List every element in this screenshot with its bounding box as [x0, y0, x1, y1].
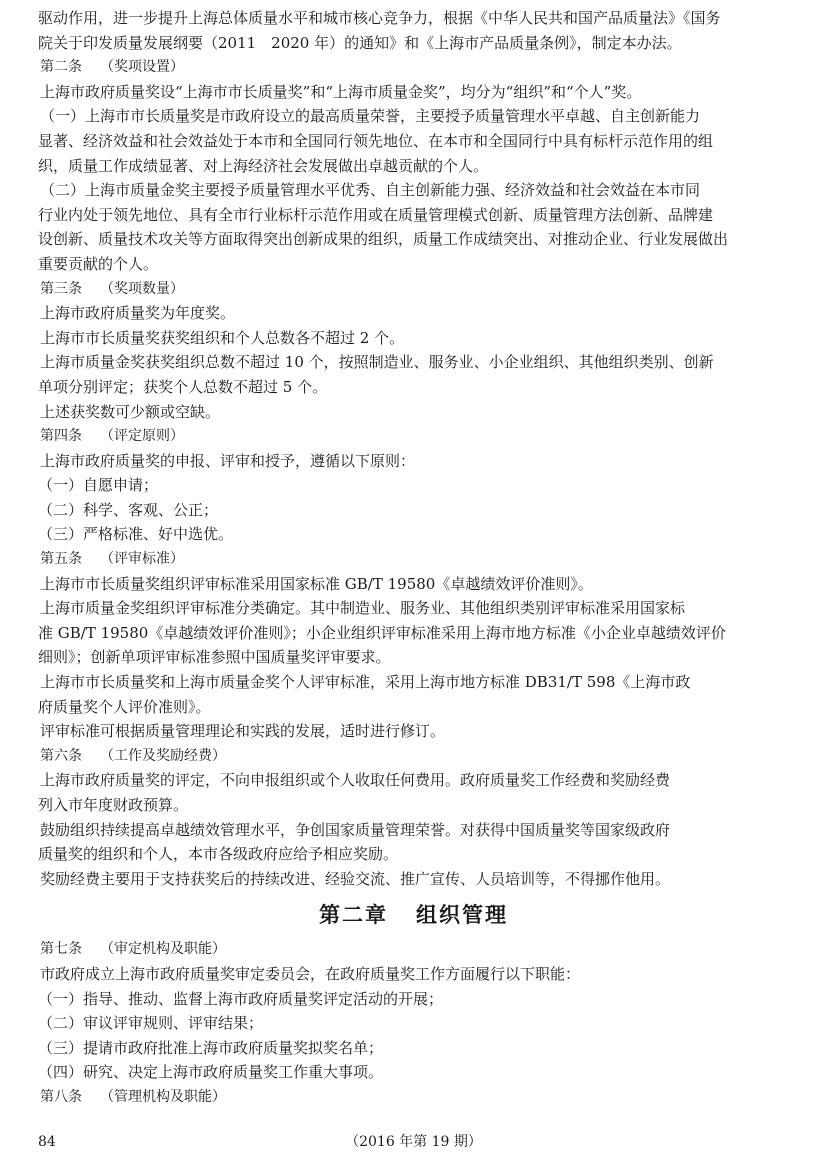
text-line: 院关于印发质量发展纲要（2011 2020 年）的通知》和《上海市产品质量条例》，制定本办法。: [38, 33, 682, 52]
issue-label: （2016 年第 19 期）: [345, 1134, 482, 1150]
article-heading: [0, 55, 827, 80]
article-heading: [0, 1085, 827, 1110]
text-line: 单项分别评定；获奖个人总数不超过 5 个。: [38, 377, 328, 396]
text-line: （二）科学、客观、公正；: [38, 500, 219, 519]
text-line: （三）严格标准、好中选优。: [38, 525, 234, 544]
article-heading: [0, 547, 827, 572]
article-label: 第三条: [40, 280, 82, 297]
article-2: [0, 55, 827, 276]
text-line: （一）指导、推动、监督上海市政府质量奖评定活动的开展；: [38, 989, 444, 1008]
text-line: 重要贡献的个人。: [38, 254, 159, 273]
chapter-number: 第二章: [319, 903, 388, 928]
article-8: [0, 1085, 827, 1110]
article-title: （工作及奖励经费）: [100, 747, 226, 764]
text-line: （四）研究、决定上海市政府质量奖工作重大事项。: [38, 1063, 384, 1082]
chapter-title: 组织管理: [416, 903, 508, 928]
article-label: 第四条: [40, 428, 82, 445]
text-line: （二）上海市质量金奖主要授予质量管理水平优秀、自主创新能力强、经济效益和社会效益在本市同: [40, 181, 701, 200]
text-line: 准 GB/T 19580《卓越绩效评价准则》；小企业组织评审标准采用上海市地方标准《小企业卓越绩效评价: [38, 623, 726, 642]
text-line: （一）上海市市长质量奖是市政府设立的最高质量荣誉，主要授予质量管理水平卓越、自主创新能力: [40, 107, 701, 126]
text-line: （一）自愿申请；: [38, 476, 159, 495]
text-line: 织，质量工作成绩显著、对上海经济社会发展做出卓越贡献的个人。: [38, 156, 489, 175]
page-footer: [0, 1130, 827, 1154]
text-line: 府质量奖个人评价准则》。: [38, 697, 211, 716]
text-line: 市政府成立上海市政府质量奖审定委员会，在政府质量奖工作方面履行以下职能：: [40, 964, 581, 983]
text-line: （二）审议评审规则、评审结果；: [38, 1014, 264, 1033]
article-heading: [0, 277, 827, 302]
chapter-heading: [0, 893, 827, 937]
article-heading: [0, 937, 827, 962]
article-6: [0, 744, 827, 892]
page-number: 84: [38, 1134, 56, 1150]
article-7: [0, 937, 827, 1085]
text-line: 列入市年度财政预算。: [38, 796, 189, 814]
article-title: （奖项数量）: [100, 280, 184, 297]
text-line: （三）提请市政府批准上海市政府质量奖拟奖名单；: [38, 1038, 384, 1057]
text-line: 鼓励组织持续提高卓越绩效管理水平，争创国家质量管理荣誉。对获得中国质量奖等国家级政府: [40, 820, 671, 839]
article-label: 第七条: [40, 941, 82, 958]
article-3: [0, 277, 827, 425]
article-heading: [0, 744, 827, 769]
text-line: 行业内处于领先地位、具有全市行业标杆示范作用或在质量管理模式创新、质量管理方法创新、品牌建: [38, 205, 714, 224]
text-line: 上述获奖数可少额或空缺。: [40, 402, 221, 421]
article-label: 第八条: [40, 1088, 82, 1105]
article-title: （奖项设置）: [100, 59, 184, 76]
text-line: 上海市质量金奖组织评审标准分类确定。其中制造业、服务业、其他组织类别评审标准采用国家标: [40, 599, 686, 618]
text-line: 奖励经费主要用于支持获奖后的持续改进、经验交流、推广宣传、人员培训等，不得挪作他用。: [40, 869, 671, 888]
article-title: （评审标准）: [100, 551, 184, 568]
text-line: 评审标准可根据质量管理理论和实践的发展，适时进行修订。: [40, 722, 446, 741]
text-line: 显著、经济效益和社会效益处于本市和全国同行领先地位、在本市和全国同行中具有标杆示范作用的组: [38, 131, 714, 150]
text-line: 上海市政府质量奖设“上海市市长质量奖”和“上海市质量金奖”，均分为“组织”和“个人”奖。: [40, 82, 642, 101]
text-line: 驱动作用，进一步提升上海总体质量水平和城市核心竞争力，根据《中华人民共和国产品质量法》《国务: [38, 9, 721, 27]
article-heading: [0, 424, 827, 449]
text-line: 上海市政府质量奖的申报、评审和授予，遵循以下原则：: [40, 451, 416, 470]
article-title: （审定机构及职能）: [100, 941, 226, 958]
article-title: （评定原则）: [100, 428, 184, 445]
article-label: 第五条: [40, 551, 82, 568]
intro-paragraph: [0, 6, 827, 55]
text-line: 设创新、质量技术攻关等方面取得突出创新成果的组织，质量工作成绩突出、对推动企业、行业发展做出: [38, 230, 729, 249]
text-line: 质量奖的组织和个人，本市各级政府应给予相应奖励。: [38, 845, 399, 864]
text-line: 上海市政府质量奖为年度奖。: [40, 304, 236, 323]
article-title: （管理机构及职能）: [100, 1088, 226, 1105]
text-line: 上海市政府质量奖的评定，不向申报组织或个人收取任何费用。政府质量奖工作经费和奖励经费: [40, 771, 671, 790]
text-line: 上海市市长质量奖获奖组织和个人总数各不超过 2 个。: [40, 328, 405, 347]
article-label: 第六条: [40, 747, 82, 764]
article-5: [0, 547, 827, 744]
text-line: 细则》；创新单项评审标准参照中国质量奖评审要求。: [38, 648, 391, 667]
document-page: [0, 6, 827, 1110]
article-label: 第二条: [40, 59, 82, 76]
text-line: 上海市市长质量奖和上海市质量金奖个人评审标准，采用上海市地方标准 DB31/T 598《上海市政: [40, 673, 691, 692]
article-4: [0, 424, 827, 547]
text-line: 上海市质量金奖获奖组织总数不超过 10 个，按照制造业、服务业、小企业组织、其他组织类别、创新: [40, 353, 714, 372]
text-line: 上海市市长质量奖组织评审标准采用国家标准 GB/T 19580《卓越绩效评价准则》。: [40, 574, 593, 593]
